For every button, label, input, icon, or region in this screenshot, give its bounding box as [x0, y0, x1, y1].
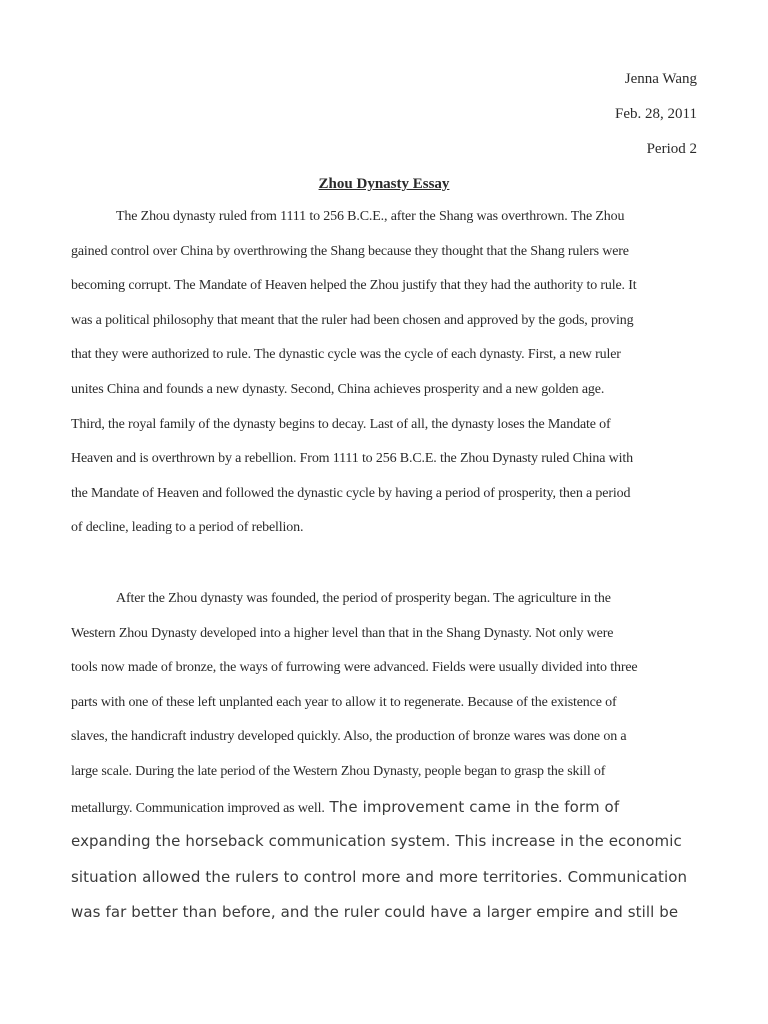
paragraph-line: was far better than before, and the ruler could have a larger empire and still be: [71, 903, 679, 922]
paragraph-line: that they were authorized to rule. The dynastic cycle was the cycle of each dynasty. First, a new ruler: [71, 347, 621, 363]
paragraph-line: The Zhou dynasty ruled from 1111 to 256 B.C.E., after the Shang was overthrown. The Zhou: [116, 209, 625, 224]
paragraph-line: situation allowed the rulers to control more and more territories. Communication: [71, 867, 688, 886]
paragraph-line: expanding the horseback communication system. This increase in the economic: [71, 832, 682, 851]
paragraph-line: parts with one of these left unplanted each year to allow it to regenerate. Because of the existence of: [71, 694, 617, 710]
class-period: Period 2: [646, 141, 697, 157]
author-name: Jenna Wang: [624, 71, 697, 87]
paragraph-line: of decline, leading to a period of rebellion.: [71, 520, 304, 536]
paragraph-line: gained control over China by overthrowing the Shang because they thought that the Shang rulers were: [71, 243, 629, 259]
paragraph-2: [71, 590, 697, 939]
paragraph-line: Heaven and is overthrown by a rebellion. From 1111 to 256 B.C.E. the Zhou Dynasty ruled China with: [71, 451, 633, 467]
paragraph-line: was a political philosophy that meant that the ruler had been chosen and approved by the gods, proving: [71, 312, 634, 328]
essay-title: Zhou Dynasty Essay: [318, 176, 450, 192]
paragraph-line: Western Zhou Dynasty developed into a higher level than that in the Shang Dynasty. Not only were: [71, 625, 614, 641]
paragraph-line-mixed: [71, 798, 697, 833]
paragraph-line-sans-part: The improvement came in the form of: [324, 797, 620, 816]
essay-date: Feb. 28, 2011: [615, 106, 697, 122]
paragraph-line: unites China and founds a new dynasty. Second, China achieves prosperity and a new golden age.: [71, 381, 605, 397]
paragraph-line: the Mandate of Heaven and followed the dynastic cycle by having a period of prosperity, then a period: [71, 485, 631, 501]
paragraph-line: slaves, the handicraft industry developed quickly. Also, the production of bronze wares was done on a: [71, 729, 627, 745]
paragraph-line: After the Zhou dynasty was founded, the period of prosperity began. The agriculture in the: [116, 591, 611, 606]
paragraph-line-serif-part: metallurgy. Communication improved as well.: [71, 800, 325, 816]
paragraph-line: Third, the royal family of the dynasty begins to decay. Last of all, the dynasty loses the Mandate of: [71, 416, 611, 432]
paragraph-line: becoming corrupt. The Mandate of Heaven helped the Zhou justify that they had the authority to rule. It: [71, 278, 637, 294]
paragraph-1: [71, 208, 697, 554]
paragraph-line: large scale. During the late period of the Western Zhou Dynasty, people began to grasp the skill of: [71, 763, 606, 779]
paragraph-line: tools now made of bronze, the ways of furrowing were advanced. Fields were usually divided into three: [71, 660, 638, 676]
